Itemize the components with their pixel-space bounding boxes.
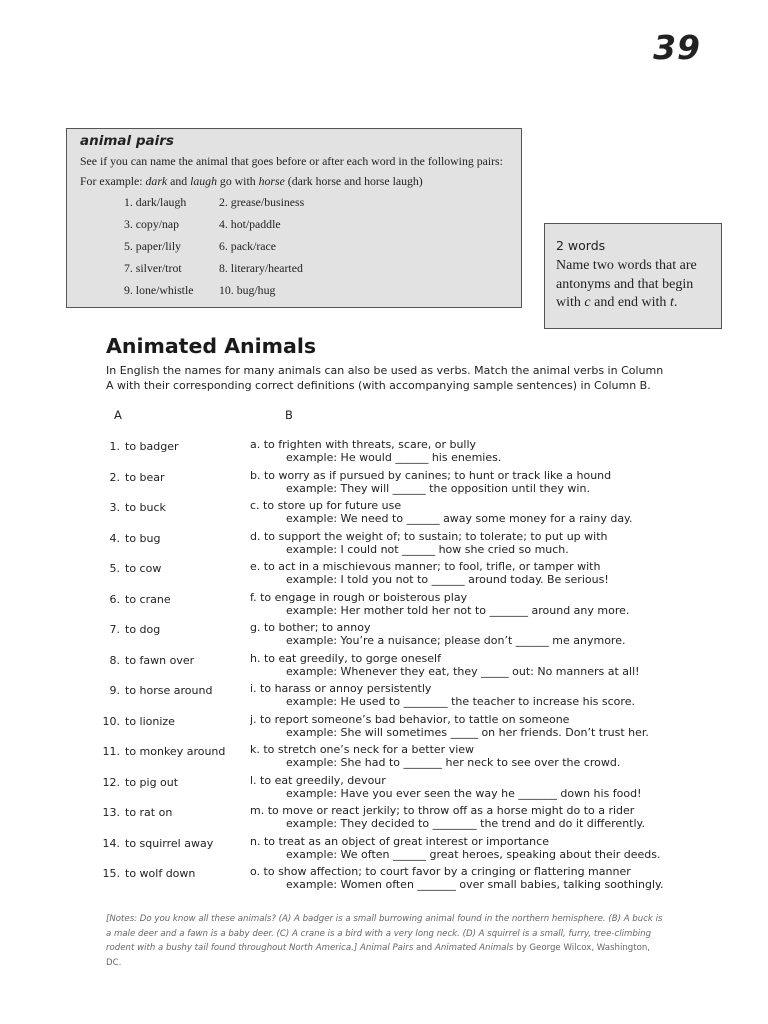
animal-verb: to horse around [125, 684, 213, 697]
example-middle: go with [216, 174, 259, 188]
two-words-title: 2 words [556, 238, 606, 253]
animal-pairs-title: animal pairs [80, 133, 174, 149]
matching-list [0, 438, 768, 896]
example-sentence: example: Whenever they eat, they _____ out: No manners at all! [286, 664, 640, 678]
animal-verb: to dog [125, 623, 161, 636]
credit-title-2: Animated Animals [434, 943, 514, 953]
match-row [0, 530, 768, 561]
definition: l. to eat greedily, devour [250, 773, 386, 787]
example-answer: horse [258, 174, 285, 188]
example-sentence: example: I could not ______ how she cried so much. [286, 542, 569, 556]
section-title: Animated Animals [106, 334, 317, 358]
term-number: 9. [109, 684, 120, 697]
definition: n. to treat as an object of great interest or importance [250, 834, 549, 848]
definition: e. to act in a mischievous manner; to fool, trifle, or tamper with [250, 560, 601, 573]
example-sentence: example: She will sometimes _____ on her friends. Don’t trust her. [286, 725, 649, 739]
pair-item: 8. literary/hearted [219, 261, 303, 275]
credit-rest: by George Wilcox, Washington, DC. [106, 943, 651, 968]
match-row [0, 682, 768, 713]
animal-pairs-intro: See if you can name the animal that goes before or after each word in the following pairs: [80, 154, 503, 168]
term-number: 13. [102, 806, 120, 819]
term-number: 12. [102, 775, 120, 789]
definition: m. to move or react jerkily; to throw off as a horse might do to a rider [250, 804, 635, 817]
example-sentence: example: Her mother told her not to _______ around any more. [286, 603, 630, 617]
credit-title-1: Animal Pairs [360, 943, 414, 953]
example-sentence: example: We need to ______ away some money for a rainy day. [286, 512, 633, 525]
two-words-text [556, 257, 716, 313]
animal-pairs-example [80, 174, 423, 189]
animal-verb: to pig out [125, 775, 179, 789]
match-row [0, 469, 768, 500]
example-sentence: example: We often ______ great heroes, speaking about their deeds. [286, 847, 661, 861]
definition: k. to stretch one’s neck for a better view [250, 743, 475, 756]
two-words-box [544, 223, 722, 329]
animal-verb: to bug [125, 531, 161, 545]
notes [106, 912, 666, 970]
notes-text: [Notes: Do you know all these animals? (A) A badger is a small burrowing animal found in the northern hemisphere. (B) A buck is a male deer and a fawn is a baby deer. (C) A crane is a bird with a very long neck. (D) A squirrel is a small, furry, tree-climbing rodent with a bushy tail found throughout North America.] [106, 914, 663, 953]
animal-pairs-list [124, 193, 329, 303]
term-number: 15. [102, 867, 120, 880]
example-sentence: example: He used to ________ the teacher to increase his score. [286, 695, 635, 708]
pair-item: 5. paper/lily [124, 239, 182, 253]
example-and: and [167, 174, 191, 188]
two-words-text-end: . [673, 295, 678, 310]
example-sentence: example: I told you not to ______ around today. Be serious! [286, 573, 609, 586]
definition: b. to worry as if pursued by canines; to hunt or track like a hound [250, 468, 612, 482]
definition: f. to engage in rough or boisterous play [250, 590, 468, 604]
match-row [0, 804, 768, 835]
term-number: 5. [109, 562, 120, 575]
definition: j. to report someone’s bad behavior, to tattle on someone [250, 712, 570, 726]
example-sentence: example: She had to _______ her neck to see over the crowd. [286, 756, 621, 769]
letter-c: c [584, 295, 591, 310]
animal-verb: to squirrel away [125, 836, 214, 850]
term-number: 7. [109, 623, 120, 636]
match-row [0, 621, 768, 652]
match-row [0, 560, 768, 591]
term-number: 10. [102, 714, 120, 728]
animal-verb: to fawn over [125, 653, 195, 667]
pair-item: 4. hot/paddle [219, 217, 281, 231]
example-sentence: example: They will ______ the opposition until they win. [286, 481, 590, 495]
definition: c. to store up for future use [250, 499, 402, 512]
credit-and: and [413, 943, 435, 953]
animal-verb: to lionize [125, 714, 175, 728]
definition: g. to bother; to annoy [250, 621, 371, 634]
term-number: 3. [109, 501, 120, 514]
example-sentence: example: Have you ever seen the way he _______ down his food! [286, 786, 642, 800]
animal-verb: to rat on [125, 806, 173, 819]
match-row [0, 835, 768, 866]
match-row [0, 774, 768, 805]
two-words-text-start: Name two words that are antonyms and that begin with [556, 258, 697, 310]
term-number: 2. [109, 470, 120, 484]
pair-item: 3. copy/nap [124, 217, 180, 231]
column-b-heading: B [285, 408, 293, 422]
example-word-dark: dark [145, 174, 168, 188]
pair-item: 1. dark/laugh [124, 195, 187, 209]
definition: d. to support the weight of; to sustain; to tolerate; to put up with [250, 529, 608, 543]
example-sentence: example: They decided to ________ the trend and do it differently. [286, 817, 645, 830]
match-row [0, 652, 768, 683]
animal-verb: to crane [125, 592, 171, 606]
example-suffix: (dark horse and horse laugh) [284, 174, 423, 188]
column-a-heading: A [114, 408, 122, 422]
match-row [0, 438, 768, 469]
definition: o. to show affection; to court favor by a cringing or flattering manner [250, 865, 631, 878]
animal-pairs-box [66, 128, 522, 308]
pair-item: 7. silver/trot [124, 261, 182, 275]
animal-verb: to monkey around [125, 745, 226, 758]
definition: i. to harass or annoy persistently [250, 682, 432, 695]
term-number: 8. [109, 653, 120, 667]
example-word-laugh: laugh [190, 174, 217, 188]
term-number: 4. [109, 531, 120, 545]
animal-verb: to buck [125, 501, 166, 514]
animal-verb: to wolf down [125, 867, 196, 880]
match-row [0, 743, 768, 774]
match-row [0, 499, 768, 530]
pair-item: 2. grease/business [219, 195, 305, 209]
definition: h. to eat greedily, to gorge oneself [250, 651, 441, 665]
match-row [0, 591, 768, 622]
animal-verb: to badger [125, 440, 179, 453]
example-sentence: example: Women often _______ over small babies, talking soothingly. [286, 878, 664, 891]
definition: a. to frighten with threats, scare, or bully [250, 438, 477, 451]
term-number: 6. [109, 592, 120, 606]
animal-verb: to cow [125, 562, 162, 575]
example-sentence: example: You’re a nuisance; please don’t ______ me anymore. [286, 634, 626, 647]
match-row [0, 713, 768, 744]
term-number: 14. [102, 836, 120, 850]
page-number: 39 [653, 28, 701, 67]
pair-item: 9. lone/whistle [124, 283, 194, 297]
two-words-text-middle: and end with [590, 295, 670, 310]
pair-item: 6. pack/race [219, 239, 276, 253]
term-number: 11. [102, 745, 120, 758]
animal-verb: to bear [125, 470, 165, 484]
section-intro: In English the names for many animals can also be used as verbs. Match the animal verbs in Column A with their corresponding correct definitions (with accompanying sample sentences) in Column B. [106, 364, 664, 392]
letter-t: t [669, 295, 674, 310]
example-sentence: example: He would ______ his enemies. [286, 451, 502, 464]
term-number: 1. [109, 440, 120, 453]
pair-item: 10. bug/hug [219, 283, 276, 297]
example-prefix: For example: [80, 174, 146, 188]
match-row [0, 865, 768, 896]
